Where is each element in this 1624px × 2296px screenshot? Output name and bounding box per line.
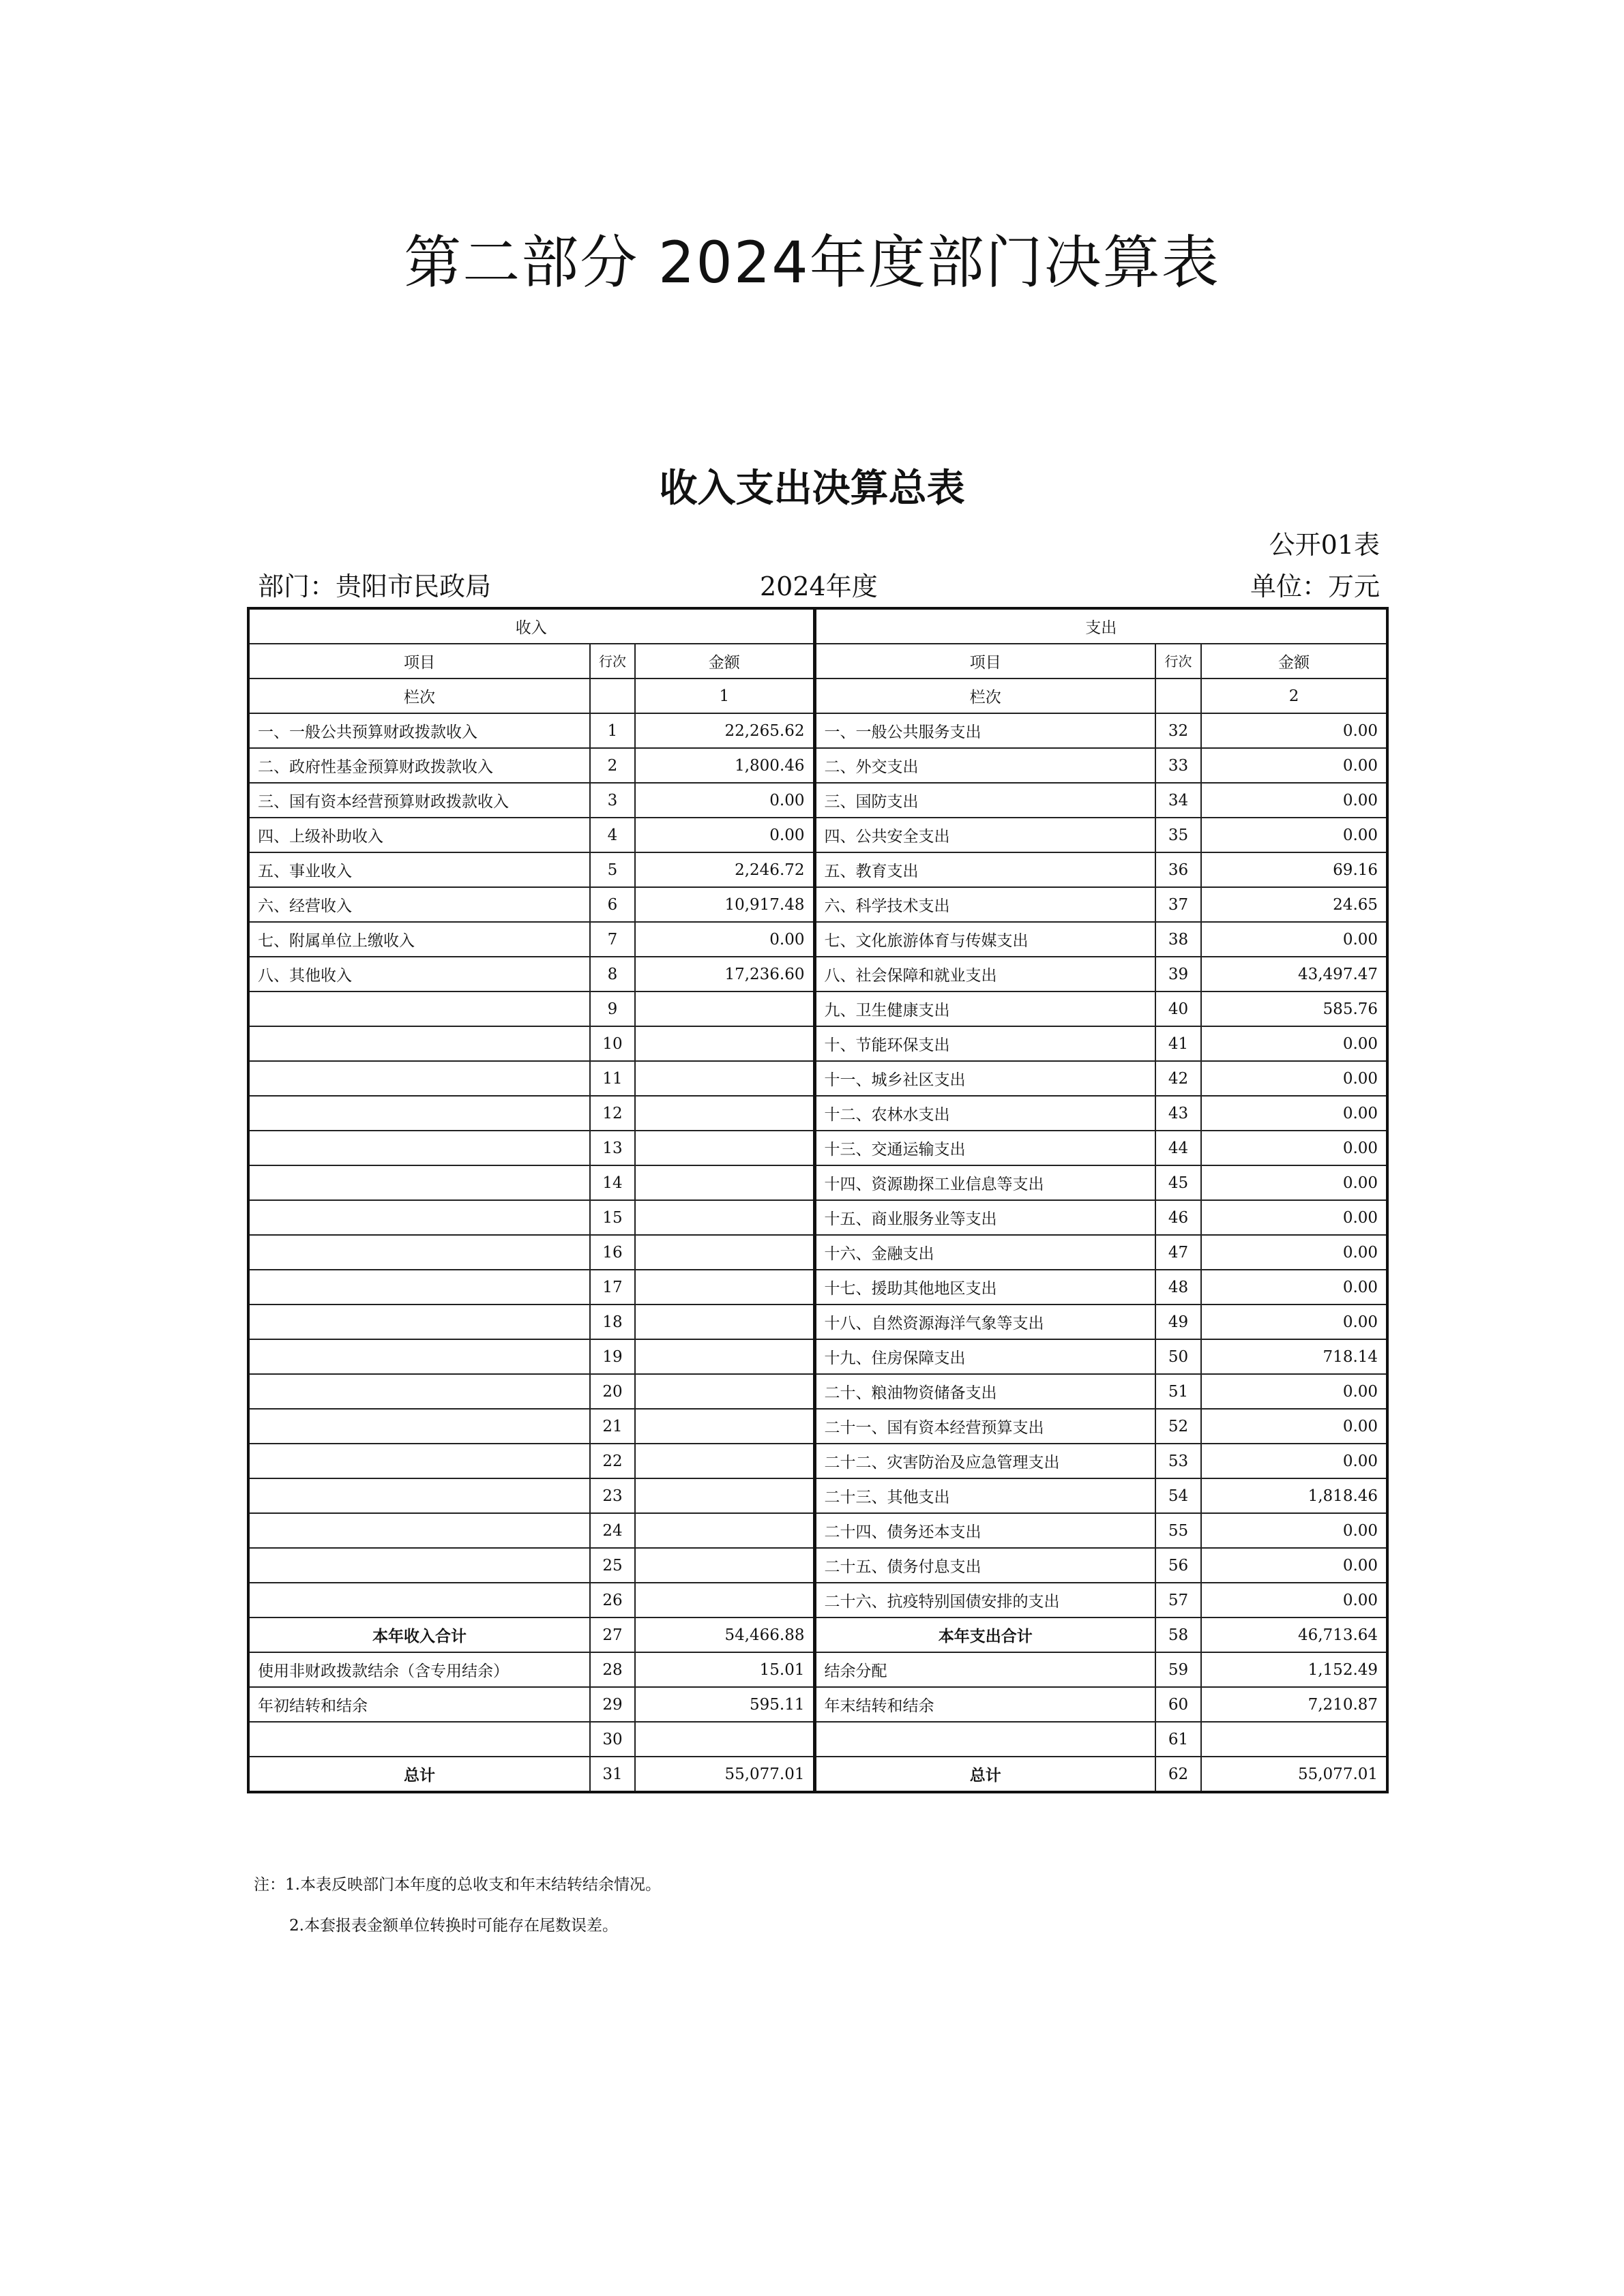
- table-row: [248, 852, 1387, 887]
- table-title: 收入支出决算总表: [659, 466, 965, 511]
- expenditure-item: 年末结转和结余: [814, 1687, 1155, 1722]
- footnote-1: 注：1.本表反映部门本年度的总收支和年末结转结余情况。: [254, 1876, 661, 1894]
- footnote-2: 2.本套报表金额单位转换时可能存在尾数误差。: [289, 1917, 618, 1935]
- income-item: [248, 1096, 590, 1131]
- table-row: [248, 1374, 1387, 1409]
- income-row-no: 14: [590, 1165, 635, 1200]
- table-row: [248, 1165, 1387, 1200]
- expenditure-amount: 0.00: [1201, 818, 1387, 852]
- expenditure-amount: 24.65: [1201, 887, 1387, 922]
- expenditure-row-no: 59: [1155, 1652, 1201, 1687]
- income-amount: [635, 1026, 814, 1061]
- expenditure-row-no: 45: [1155, 1165, 1201, 1200]
- table-row: [248, 1478, 1387, 1513]
- income-row-no: 17: [590, 1270, 635, 1304]
- expenditure-item: 十六、金融支出: [814, 1235, 1155, 1270]
- income-amount-header: 金额: [635, 644, 814, 679]
- income-column-label: 栏次: [248, 679, 590, 713]
- expenditure-item: 总计: [814, 1757, 1155, 1792]
- expenditure-amount: 55,077.01: [1201, 1757, 1387, 1792]
- expenditure-amount: 0.00: [1201, 1409, 1387, 1444]
- income-item: [248, 1235, 590, 1270]
- income-item: [248, 992, 590, 1026]
- expenditure-row-no: 32: [1155, 713, 1201, 748]
- table-header-row: [248, 608, 1387, 644]
- expenditure-item: 十一、城乡社区支出: [814, 1061, 1155, 1096]
- income-amount: [635, 1444, 814, 1478]
- subtotal-row: [248, 1617, 1387, 1652]
- page-title: 第二部分 2024年度部门决算表: [404, 229, 1220, 296]
- expenditure-row-no: 38: [1155, 922, 1201, 957]
- table-row: [248, 1513, 1387, 1548]
- expenditure-amount: 0.00: [1201, 1026, 1387, 1061]
- income-item: 六、经营收入: [248, 887, 590, 922]
- column-index-row: [248, 679, 1387, 713]
- income-item: [248, 1513, 590, 1548]
- expenditure-item: 九、卫生健康支出: [814, 992, 1155, 1026]
- table-row: [248, 1652, 1387, 1687]
- income-item: 四、上级补助收入: [248, 818, 590, 852]
- income-row-no: 22: [590, 1444, 635, 1478]
- expenditure-item: 二、外交支出: [814, 748, 1155, 783]
- income-item: [248, 1131, 590, 1165]
- income-row-no: 12: [590, 1096, 635, 1131]
- income-item: 三、国有资本经营预算财政拨款收入: [248, 783, 590, 818]
- income-row-no: 7: [590, 922, 635, 957]
- income-amount: 22,265.62: [635, 713, 814, 748]
- income-row-no: 11: [590, 1061, 635, 1096]
- expenditure-row-no: 50: [1155, 1339, 1201, 1374]
- table-row: [248, 922, 1387, 957]
- expenditure-item: 二十二、灾害防治及应急管理支出: [814, 1444, 1155, 1478]
- income-amount: [635, 1270, 814, 1304]
- expenditure-item: 五、教育支出: [814, 852, 1155, 887]
- income-item: 本年收入合计: [248, 1617, 590, 1652]
- table-row: [248, 887, 1387, 922]
- expenditure-amount: 0.00: [1201, 1583, 1387, 1617]
- expenditure-row-no: 60: [1155, 1687, 1201, 1722]
- income-amount: 54,466.88: [635, 1617, 814, 1652]
- income-row-no: 5: [590, 852, 635, 887]
- expenditure-amount: 0.00: [1201, 1200, 1387, 1235]
- income-item: [248, 1409, 590, 1444]
- expenditure-amount: 0.00: [1201, 1304, 1387, 1339]
- income-item: 一、一般公共预算财政拨款收入: [248, 713, 590, 748]
- income-column-blank: [590, 679, 635, 713]
- expenditure-item-header: 项目: [814, 644, 1155, 679]
- expenditure-row-no: 33: [1155, 748, 1201, 783]
- income-item: [248, 1548, 590, 1583]
- table-row: [248, 1409, 1387, 1444]
- table-row: [248, 1200, 1387, 1235]
- income-amount: 0.00: [635, 783, 814, 818]
- income-row-no: 6: [590, 887, 635, 922]
- income-rowno-header: 行次: [590, 644, 635, 679]
- expenditure-item: 一、一般公共服务支出: [814, 713, 1155, 748]
- table-row: [248, 1722, 1387, 1757]
- income-item: [248, 1444, 590, 1478]
- income-row-no: 29: [590, 1687, 635, 1722]
- income-item: [248, 1722, 590, 1757]
- expenditure-column-blank: [1155, 679, 1201, 713]
- income-amount: [635, 1096, 814, 1131]
- expenditure-amount: 43,497.47: [1201, 957, 1387, 992]
- income-item: [248, 1200, 590, 1235]
- expenditure-item: 二十三、其他支出: [814, 1478, 1155, 1513]
- expenditure-amount: 0.00: [1201, 1548, 1387, 1583]
- table-row: [248, 713, 1387, 748]
- expenditure-amount: 0.00: [1201, 1513, 1387, 1548]
- expenditure-row-no: 40: [1155, 992, 1201, 1026]
- expenditure-row-no: 55: [1155, 1513, 1201, 1548]
- income-row-no: 27: [590, 1617, 635, 1652]
- income-row-no: 13: [590, 1131, 635, 1165]
- income-item: [248, 1061, 590, 1096]
- income-item-header: 项目: [248, 644, 590, 679]
- income-amount: 595.11: [635, 1687, 814, 1722]
- expenditure-amount: 0.00: [1201, 1235, 1387, 1270]
- table-row: [248, 1270, 1387, 1304]
- table-row: [248, 1235, 1387, 1270]
- table-row: [248, 992, 1387, 1026]
- expenditure-column-label: 栏次: [814, 679, 1155, 713]
- expenditure-row-no: 62: [1155, 1757, 1201, 1792]
- table-row: [248, 1061, 1387, 1096]
- expenditure-amount: 7,210.87: [1201, 1687, 1387, 1722]
- income-amount: 0.00: [635, 922, 814, 957]
- table-row: [248, 1687, 1387, 1722]
- expenditure-item: 十五、商业服务业等支出: [814, 1200, 1155, 1235]
- income-row-no: 28: [590, 1652, 635, 1687]
- income-row-no: 18: [590, 1304, 635, 1339]
- expenditure-row-no: 61: [1155, 1722, 1201, 1757]
- income-row-no: 21: [590, 1409, 635, 1444]
- expenditure-item: 七、文化旅游体育与传媒支出: [814, 922, 1155, 957]
- table-row: [248, 1444, 1387, 1478]
- income-amount: [635, 1061, 814, 1096]
- income-amount: [635, 1409, 814, 1444]
- income-item: 八、其他收入: [248, 957, 590, 992]
- income-column-index: 1: [635, 679, 814, 713]
- expenditure-row-no: 36: [1155, 852, 1201, 887]
- expenditure-item: 六、科学技术支出: [814, 887, 1155, 922]
- income-item: 使用非财政拨款结余（含专用结余）: [248, 1652, 590, 1687]
- income-row-no: 19: [590, 1339, 635, 1374]
- income-row-no: 24: [590, 1513, 635, 1548]
- income-row-no: 9: [590, 992, 635, 1026]
- unit-label: 单位：万元: [1250, 571, 1380, 601]
- expenditure-amount: 585.76: [1201, 992, 1387, 1026]
- income-item: [248, 1304, 590, 1339]
- table-row: [248, 1304, 1387, 1339]
- expenditure-amount: 1,152.49: [1201, 1652, 1387, 1687]
- expenditure-item: 十三、交通运输支出: [814, 1131, 1155, 1165]
- expenditure-amount: 0.00: [1201, 748, 1387, 783]
- income-row-no: 8: [590, 957, 635, 992]
- income-row-no: 25: [590, 1548, 635, 1583]
- expenditure-row-no: 42: [1155, 1061, 1201, 1096]
- income-item: 二、政府性基金预算财政拨款收入: [248, 748, 590, 783]
- expenditure-item: 二十、粮油物资储备支出: [814, 1374, 1155, 1409]
- income-amount: [635, 1131, 814, 1165]
- income-row-no: 20: [590, 1374, 635, 1409]
- income-amount: 17,236.60: [635, 957, 814, 992]
- table-row: [248, 818, 1387, 852]
- expenditure-amount-header: 金额: [1201, 644, 1387, 679]
- income-amount: 1,800.46: [635, 748, 814, 783]
- income-row-no: 15: [590, 1200, 635, 1235]
- income-amount: [635, 992, 814, 1026]
- income-item: [248, 1026, 590, 1061]
- table-row: [248, 1026, 1387, 1061]
- income-item: 总计: [248, 1757, 590, 1792]
- income-item: [248, 1165, 590, 1200]
- income-row-no: 2: [590, 748, 635, 783]
- expenditure-amount: 1,818.46: [1201, 1478, 1387, 1513]
- income-item: [248, 1583, 590, 1617]
- income-amount: [635, 1374, 814, 1409]
- expenditure-row-no: 43: [1155, 1096, 1201, 1131]
- table-row: [248, 957, 1387, 992]
- income-item: [248, 1374, 590, 1409]
- fiscal-year-label: 2024年度: [760, 571, 878, 601]
- expenditure-row-no: 37: [1155, 887, 1201, 922]
- expenditure-row-no: 56: [1155, 1548, 1201, 1583]
- expenditure-header: 支出: [814, 608, 1387, 644]
- income-amount: 15.01: [635, 1652, 814, 1687]
- expenditure-row-no: 46: [1155, 1200, 1201, 1235]
- income-amount: 0.00: [635, 818, 814, 852]
- expenditure-item: 二十四、债务还本支出: [814, 1513, 1155, 1548]
- income-amount: 55,077.01: [635, 1757, 814, 1792]
- income-amount: [635, 1478, 814, 1513]
- income-row-no: 4: [590, 818, 635, 852]
- expenditure-row-no: 54: [1155, 1478, 1201, 1513]
- expenditure-row-no: 53: [1155, 1444, 1201, 1478]
- table-row: [248, 748, 1387, 783]
- expenditure-item: 三、国防支出: [814, 783, 1155, 818]
- expenditure-amount: 46,713.64: [1201, 1617, 1387, 1652]
- expenditure-item: 十四、资源勘探工业信息等支出: [814, 1165, 1155, 1200]
- income-amount: [635, 1235, 814, 1270]
- expenditure-item: 结余分配: [814, 1652, 1155, 1687]
- table-row: [248, 783, 1387, 818]
- income-row-no: 30: [590, 1722, 635, 1757]
- expenditure-row-no: 34: [1155, 783, 1201, 818]
- expenditure-column-index: 2: [1201, 679, 1387, 713]
- expenditure-item: [814, 1722, 1155, 1757]
- income-item: 七、附属单位上缴收入: [248, 922, 590, 957]
- income-row-no: 23: [590, 1478, 635, 1513]
- income-item: 五、事业收入: [248, 852, 590, 887]
- expenditure-item: 十二、农林水支出: [814, 1096, 1155, 1131]
- expenditure-amount: 0.00: [1201, 713, 1387, 748]
- income-item: [248, 1478, 590, 1513]
- income-expenditure-table: [247, 607, 1389, 1793]
- income-item: 年初结转和结余: [248, 1687, 590, 1722]
- expenditure-item: 十七、援助其他地区支出: [814, 1270, 1155, 1304]
- income-item: [248, 1270, 590, 1304]
- expenditure-amount: 0.00: [1201, 783, 1387, 818]
- income-amount: [635, 1200, 814, 1235]
- expenditure-row-no: 35: [1155, 818, 1201, 852]
- expenditure-amount: 0.00: [1201, 1270, 1387, 1304]
- expenditure-amount: 0.00: [1201, 1131, 1387, 1165]
- expenditure-item: 二十一、国有资本经营预算支出: [814, 1409, 1155, 1444]
- income-item: [248, 1339, 590, 1374]
- income-row-no: 1: [590, 713, 635, 748]
- income-amount: 2,246.72: [635, 852, 814, 887]
- income-amount: [635, 1339, 814, 1374]
- expenditure-amount: [1201, 1722, 1387, 1757]
- expenditure-item: 十、节能环保支出: [814, 1026, 1155, 1061]
- expenditure-item: 四、公共安全支出: [814, 818, 1155, 852]
- expenditure-row-no: 58: [1155, 1617, 1201, 1652]
- expenditure-item: 十九、住房保障支出: [814, 1339, 1155, 1374]
- income-amount: [635, 1722, 814, 1757]
- expenditure-row-no: 51: [1155, 1374, 1201, 1409]
- expenditure-row-no: 52: [1155, 1409, 1201, 1444]
- income-amount: [635, 1548, 814, 1583]
- expenditure-amount: 718.14: [1201, 1339, 1387, 1374]
- expenditure-item: 二十五、债务付息支出: [814, 1548, 1155, 1583]
- expenditure-amount: 69.16: [1201, 852, 1387, 887]
- income-amount: [635, 1513, 814, 1548]
- expenditure-amount: 0.00: [1201, 922, 1387, 957]
- expenditure-item: 二十六、抗疫特别国债安排的支出: [814, 1583, 1155, 1617]
- table-row: [248, 1096, 1387, 1131]
- footnotes: [254, 1864, 661, 1946]
- income-row-no: 16: [590, 1235, 635, 1270]
- expenditure-rowno-header: 行次: [1155, 644, 1201, 679]
- expenditure-amount: 0.00: [1201, 1444, 1387, 1478]
- expenditure-row-no: 39: [1155, 957, 1201, 992]
- income-row-no: 3: [590, 783, 635, 818]
- expenditure-row-no: 47: [1155, 1235, 1201, 1270]
- expenditure-amount: 0.00: [1201, 1096, 1387, 1131]
- department-label: 部门：贵阳市民政局: [258, 571, 492, 601]
- expenditure-amount: 0.00: [1201, 1165, 1387, 1200]
- income-row-no: 26: [590, 1583, 635, 1617]
- form-code: 公开01表: [1269, 530, 1380, 560]
- table-row: [248, 1583, 1387, 1617]
- income-row-no: 31: [590, 1757, 635, 1792]
- total-row: [248, 1757, 1387, 1792]
- expenditure-row-no: 41: [1155, 1026, 1201, 1061]
- expenditure-item: 八、社会保障和就业支出: [814, 957, 1155, 992]
- income-amount: 10,917.48: [635, 887, 814, 922]
- income-row-no: 10: [590, 1026, 635, 1061]
- expenditure-item: 本年支出合计: [814, 1617, 1155, 1652]
- expenditure-amount: 0.00: [1201, 1061, 1387, 1096]
- column-header-row: [248, 644, 1387, 679]
- income-amount: [635, 1583, 814, 1617]
- expenditure-row-no: 57: [1155, 1583, 1201, 1617]
- income-header: 收入: [248, 608, 814, 644]
- expenditure-item: 十八、自然资源海洋气象等支出: [814, 1304, 1155, 1339]
- expenditure-row-no: 49: [1155, 1304, 1201, 1339]
- expenditure-row-no: 44: [1155, 1131, 1201, 1165]
- expenditure-amount: 0.00: [1201, 1374, 1387, 1409]
- expenditure-row-no: 48: [1155, 1270, 1201, 1304]
- table-row: [248, 1339, 1387, 1374]
- income-amount: [635, 1165, 814, 1200]
- income-amount: [635, 1304, 814, 1339]
- table-row: [248, 1548, 1387, 1583]
- table-row: [248, 1131, 1387, 1165]
